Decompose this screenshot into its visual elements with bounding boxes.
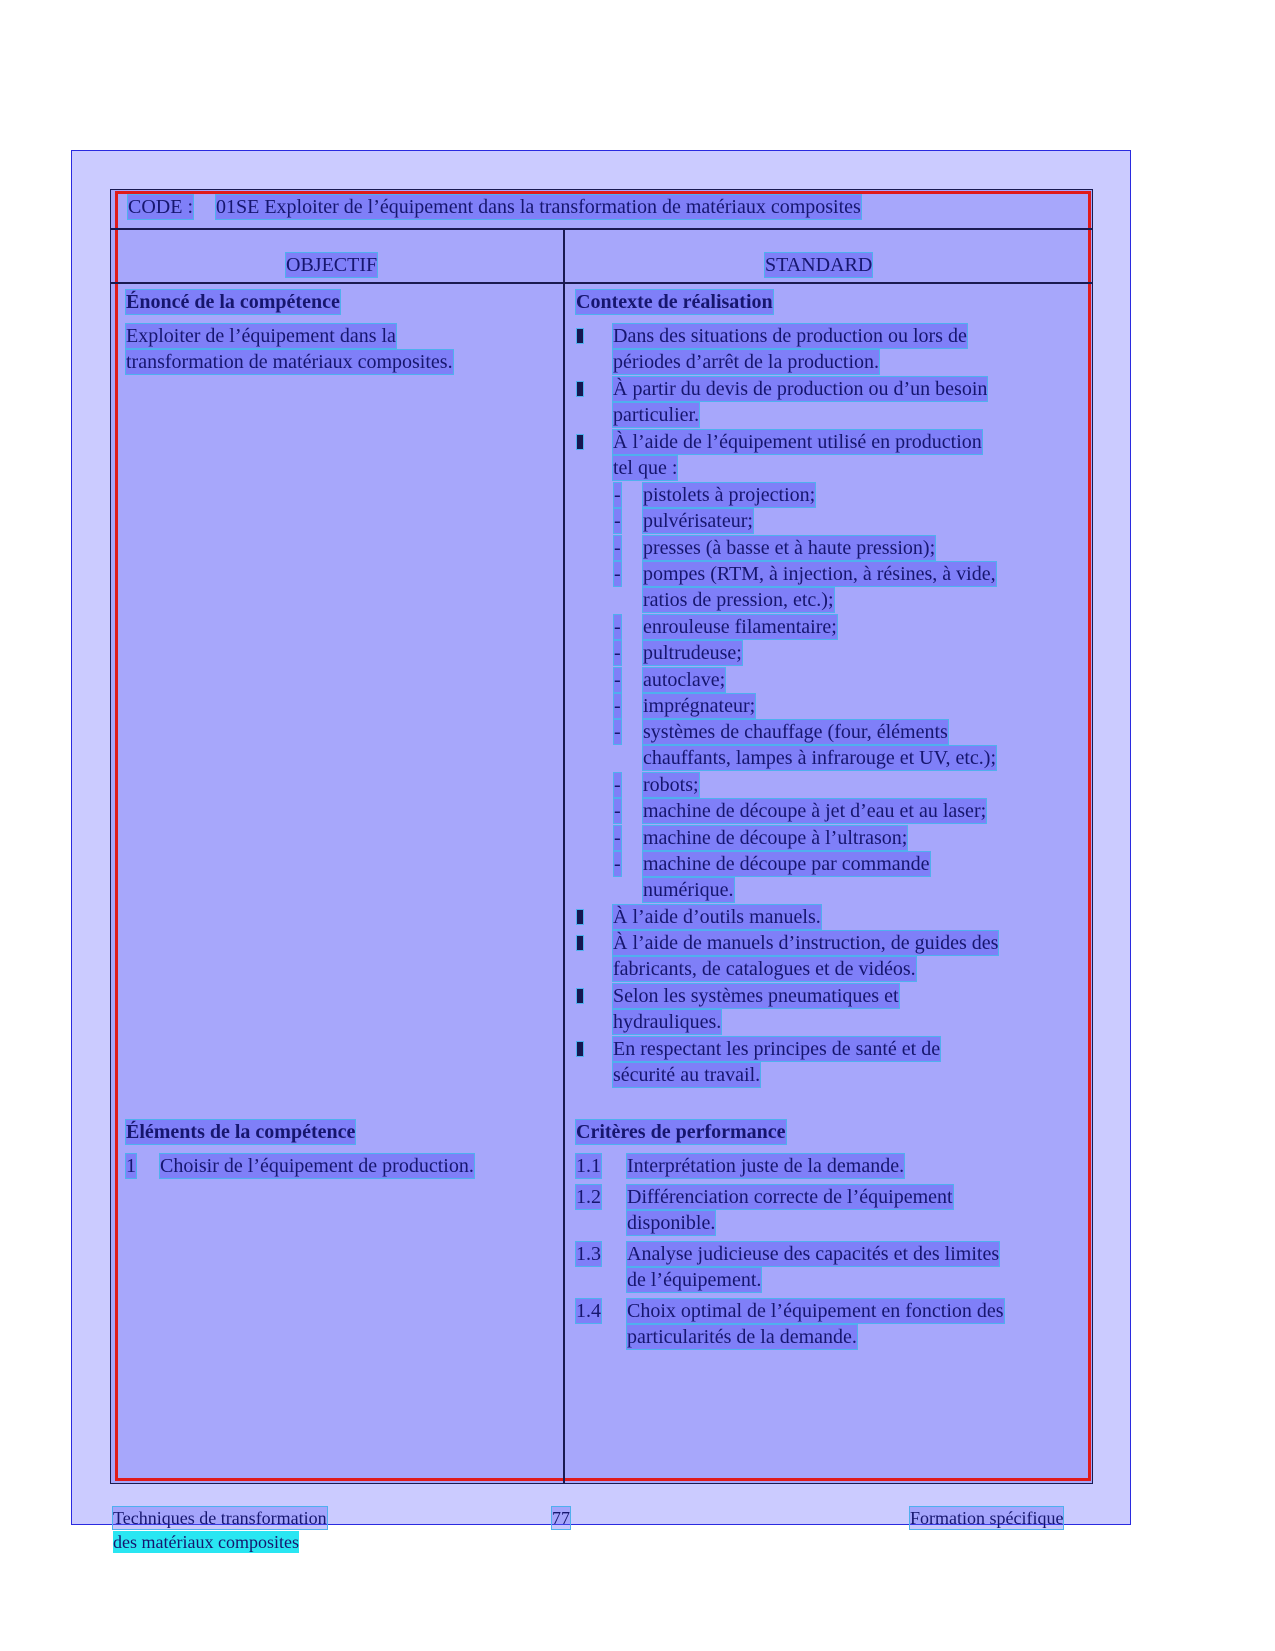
dash-icon: - bbox=[614, 721, 621, 743]
criteres-title: Critères de performance bbox=[576, 1121, 786, 1143]
footer-right: Formation spécifique bbox=[910, 1508, 1064, 1528]
bullet-icon bbox=[577, 382, 583, 396]
contexte-title: Contexte de réalisation bbox=[576, 291, 773, 313]
dash-icon: - bbox=[614, 695, 621, 717]
dash-icon: - bbox=[614, 827, 621, 849]
code-title: 01SE Exploiter de l’équipement dans la transformation de matériaux composites bbox=[216, 196, 861, 218]
bullet-icon bbox=[577, 989, 583, 1003]
dash-icon: - bbox=[614, 510, 621, 532]
critere-2-line-2: disponible. bbox=[627, 1212, 716, 1234]
contexte-line-6: tel que : bbox=[613, 457, 678, 479]
critere-2-line-1: Différenciation correcte de l’équipement bbox=[627, 1186, 953, 1208]
equip-item-9b: chauffants, lampes à infrarouge et UV, etc.); bbox=[643, 747, 997, 769]
elements-title: Éléments de la compétence bbox=[126, 1121, 356, 1143]
equip-item-6: pultrudeuse; bbox=[643, 642, 742, 664]
contexte-line-10: Selon les systèmes pneumatiques et bbox=[613, 985, 899, 1007]
footer-left-line-2: des matériaux composites bbox=[113, 1532, 299, 1552]
critere-1-text: Interprétation juste de la demande. bbox=[627, 1155, 905, 1177]
critere-4-number: 1.4 bbox=[576, 1300, 601, 1322]
footer-left-line-1: Techniques de transformation bbox=[113, 1508, 327, 1528]
contexte-line-7: À l’aide d’outils manuels. bbox=[613, 906, 821, 928]
element-text: Choisir de l’équipement de production. bbox=[160, 1155, 474, 1177]
enonce-title: Énoncé de la compétence bbox=[126, 291, 340, 313]
dash-icon: - bbox=[614, 642, 621, 664]
bullet-icon bbox=[577, 910, 583, 924]
equip-item-12: machine de découpe à l’ultrason; bbox=[643, 827, 908, 849]
bullet-icon bbox=[577, 329, 583, 343]
contexte-line-1: Dans des situations de production ou lors de bbox=[613, 325, 967, 347]
dash-icon: - bbox=[614, 616, 621, 638]
equip-item-9a: systèmes de chauffage (four, éléments bbox=[643, 721, 948, 743]
objectif-header: OBJECTIF bbox=[286, 254, 378, 276]
equip-item-13b: numérique. bbox=[643, 879, 734, 901]
dash-icon: - bbox=[614, 774, 621, 796]
bullet-icon bbox=[577, 435, 583, 449]
column-divider bbox=[563, 228, 565, 1484]
critere-1-number: 1.1 bbox=[576, 1155, 601, 1177]
equip-item-10: robots; bbox=[643, 774, 699, 796]
header-divider bbox=[110, 228, 1093, 230]
contexte-line-11: hydrauliques. bbox=[613, 1011, 722, 1033]
dash-icon: - bbox=[614, 484, 621, 506]
equip-item-13a: machine de découpe par commande bbox=[643, 853, 930, 875]
contexte-line-3: À partir du devis de production ou d’un besoin bbox=[613, 378, 988, 400]
bullet-icon bbox=[577, 936, 583, 950]
contexte-line-4: particulier. bbox=[613, 404, 700, 426]
equip-item-4b: ratios de pression, etc.); bbox=[643, 589, 834, 611]
contexte-line-9: fabricants, de catalogues et de vidéos. bbox=[613, 958, 916, 980]
contexte-line-5: À l’aide de l’équipement utilisé en production bbox=[613, 431, 982, 453]
critere-4-line-2: particularités de la demande. bbox=[627, 1326, 857, 1348]
dash-icon: - bbox=[614, 537, 621, 559]
standard-header: STANDARD bbox=[765, 254, 873, 276]
element-number: 1 bbox=[126, 1155, 136, 1177]
column-header-divider bbox=[110, 282, 1093, 284]
critere-3-line-1: Analyse judicieuse des capacités et des limites bbox=[627, 1243, 1000, 1265]
equip-item-11: machine de découpe à jet d’eau et au laser; bbox=[643, 800, 987, 822]
contexte-line-8: À l’aide de manuels d’instruction, de guides des bbox=[613, 932, 999, 954]
critere-3-number: 1.3 bbox=[576, 1243, 601, 1265]
equip-item-7: autoclave; bbox=[643, 669, 726, 691]
critere-2-number: 1.2 bbox=[576, 1186, 601, 1208]
code-label: CODE : bbox=[128, 196, 193, 218]
equip-item-5: enrouleuse filamentaire; bbox=[643, 616, 837, 638]
equip-item-8: imprégnateur; bbox=[643, 695, 756, 717]
dash-icon: - bbox=[614, 800, 621, 822]
critere-3-line-2: de l’équipement. bbox=[627, 1269, 762, 1291]
equip-item-3: presses (à basse et à haute pression); bbox=[643, 537, 936, 559]
critere-4-line-1: Choix optimal de l’équipement en fonction des bbox=[627, 1300, 1004, 1322]
equip-item-4a: pompes (RTM, à injection, à résines, à vide, bbox=[643, 563, 996, 585]
contexte-line-2: périodes d’arrêt de la production. bbox=[613, 351, 880, 373]
dash-icon: - bbox=[614, 563, 621, 585]
enonce-line-1: Exploiter de l’équipement dans la bbox=[126, 325, 396, 347]
contexte-line-13: sécurité au travail. bbox=[613, 1064, 761, 1086]
bullet-icon bbox=[577, 1042, 583, 1056]
dash-icon: - bbox=[614, 669, 621, 691]
page-number: 77 bbox=[552, 1508, 570, 1528]
enonce-line-2: transformation de matériaux composites. bbox=[126, 351, 453, 373]
equip-item-2: pulvérisateur; bbox=[643, 510, 753, 532]
contexte-line-12: En respectant les principes de santé et de bbox=[613, 1038, 941, 1060]
equip-item-1: pistolets à projection; bbox=[643, 484, 816, 506]
dash-icon: - bbox=[614, 853, 621, 875]
